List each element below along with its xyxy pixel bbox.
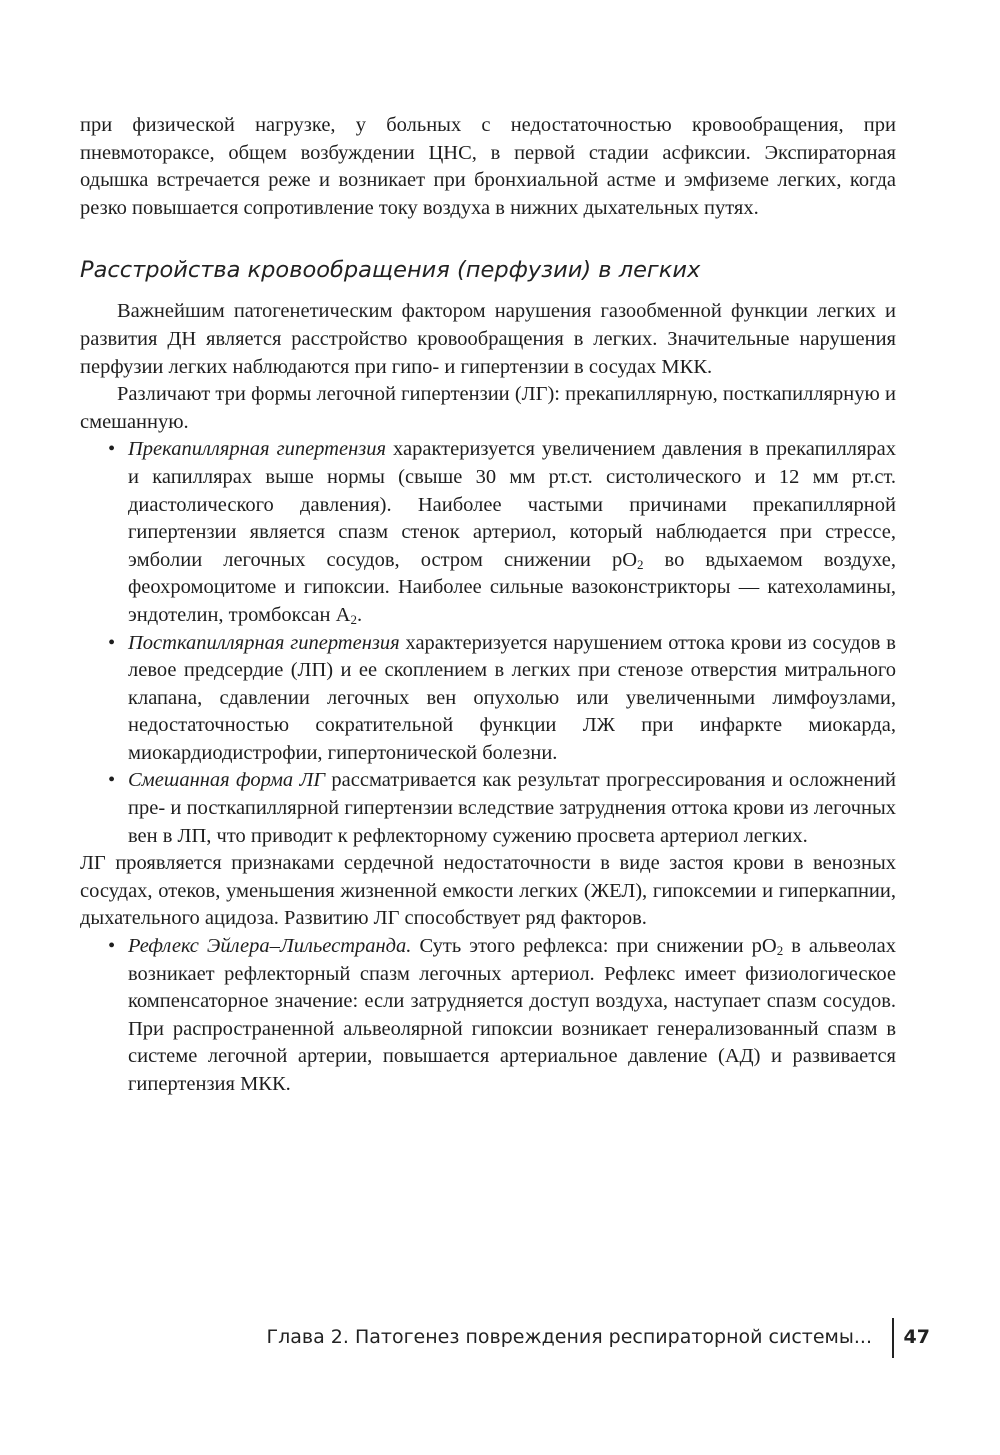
factors-list <box>80 933 896 1099</box>
text-precapillary-b: во вдыхаемом воздухе, феохромоцитоме и гипоксии. Наиболее сильные вазоконстрикторы — катехоламины, эндотелин, тромбоксан А <box>128 548 896 626</box>
term-mixed: Смешанная форма ЛГ <box>128 769 326 792</box>
paragraph-continuation: при физической нагрузке, у больных с недостаточностью кровообращения, при пневмотораксе, общем возбуждении ЦНС, в первой стадии асфиксии. Экспираторная одышка встречается реже и возникает при бронхиальной астме и эмфиземе легких, когда резко повышается сопротивление току воздуха в нижних дыхательных путях. <box>80 114 896 219</box>
list-item-euler-reflex <box>128 933 896 1099</box>
list-item-postcapillary <box>128 630 896 768</box>
footer-divider <box>892 1318 894 1358</box>
subscript: 2 <box>637 556 644 572</box>
subscript: 2 <box>776 943 784 959</box>
page-number: 47 <box>903 1326 930 1348</box>
hypertension-forms-list <box>80 436 896 850</box>
term-precapillary: Прекапиллярная гипертензия <box>128 438 387 461</box>
text-precapillary-a: характеризуется увеличением давления в прекапиллярах и капиллярах выше нормы (свыше 30 мм рт.ст. систолического и 12 мм рт.ст. диастолического давления). Наиболее частыми причинами прекапиллярной гипертензии является спазм стенок артериол, который наблюдается при стрессе, эмболии легочных сосудов, остром снижении pO <box>128 438 896 571</box>
running-chapter-title: Глава 2. Патогенез повреждения респираторной системы... <box>266 1326 872 1348</box>
text-mixed: рассматривается как результат прогрессирования и осложнений пре- и посткапиллярной гипертензии вследствие затруднения оттока крови из легочных вен в ЛП, что приводит к рефлекторному сужению просвета артериол легких. <box>128 769 897 847</box>
term-postcapillary: Посткапиллярная гипертензия <box>128 631 400 654</box>
paragraph-lg-manifestations: ЛГ проявляется признаками сердечной недостаточности в виде застоя крови в венозных сосудах, отеков, уменьшения жизненной емкости легких (ЖЕЛ), гипоксемии и гиперкапнии, дыхательного ацидоза. Развитию ЛГ способствует ряд факторов. <box>80 852 896 930</box>
text-euler-reflex-a: Суть этого рефлекса: при снижении pO <box>411 935 777 958</box>
list-item-precapillary <box>128 436 896 629</box>
text-postcapillary: характеризуется нарушением оттока крови из сосудов в левое предсердие (ЛП) и ее скоплением в легких при стенозе отверстия митрального клапана, сдавлении легочных вен опухолью или увеличенными лимфоузлами, недостаточностью сократительной функции ЛЖ при инфаркте миокарда, миокардиодистрофии, гипертонической болезни. <box>128 631 896 764</box>
text-precapillary-c: . <box>356 603 363 626</box>
section-heading: Расстройства кровообращения (перфузии) в легких <box>80 257 701 284</box>
term-euler-reflex: Рефлекс Эйлера–Лильестранда. <box>128 935 412 958</box>
list-item-mixed <box>128 767 896 850</box>
page-footer <box>80 1318 932 1358</box>
page-body <box>80 112 896 1099</box>
paragraph-perfusion-intro: Важнейшим патогенетическим фактором нарушения газообменной функции легких и развития ДН является расстройство кровообращения в легких. Значительные нарушения перфузии легких наблюдаются при гипо- и гипертензии в сосудах МКК. <box>80 300 896 378</box>
paragraph-hypertension-forms: Различают три формы легочной гипертензии (ЛГ): прекапиллярную, посткапиллярную и смешанную. <box>80 383 896 433</box>
subscript: 2 <box>350 611 357 627</box>
text-euler-reflex-b: в альвеолах возникает рефлекторный спазм легочных артериол. Рефлекс имеет физиологическое компенсаторное значение: если затрудняется доступ воздуха, наступает спазм сосудов. При распространенной альвеолярной гипоксии возникает генерализованный спазм в системе легочной артерии, повышается артериальное давление (АД) и развивается гипертензия МКК. <box>128 935 896 1095</box>
